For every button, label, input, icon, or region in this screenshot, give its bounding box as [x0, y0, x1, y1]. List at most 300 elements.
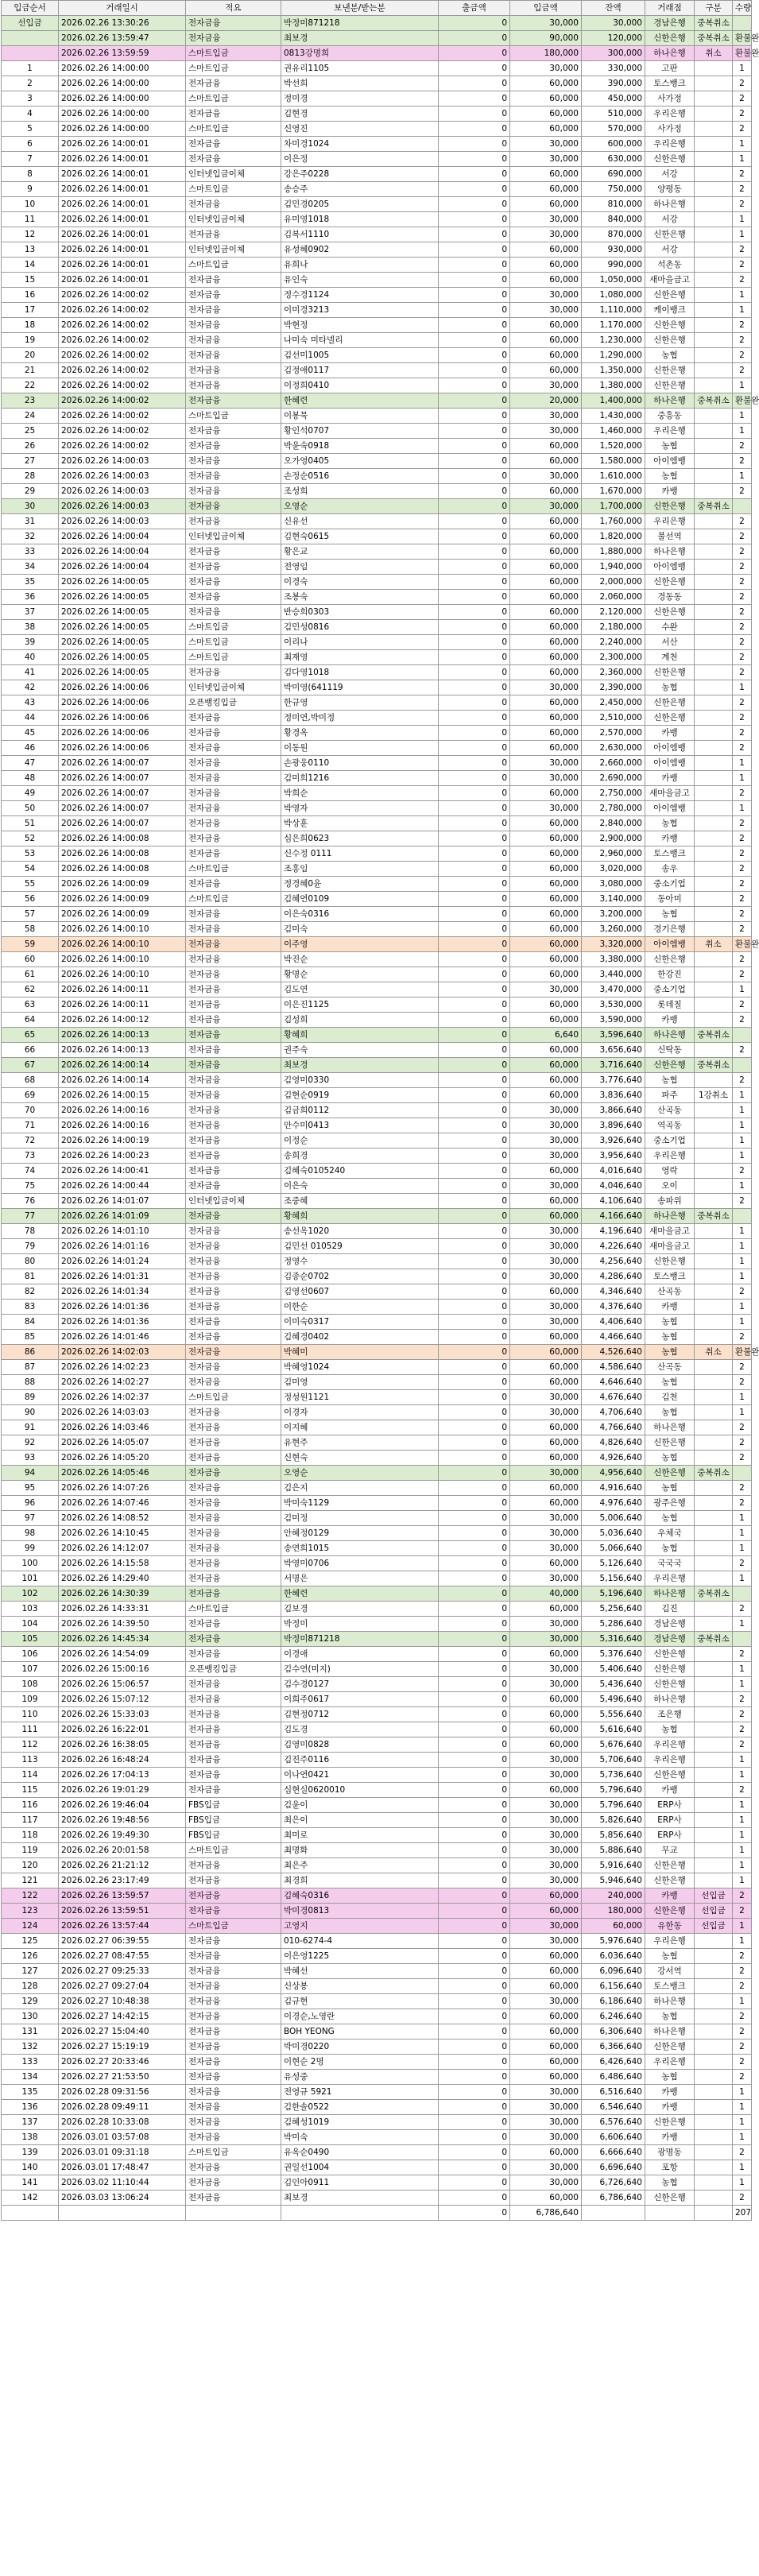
table-row — [2, 786, 752, 801]
table-row — [2, 1360, 752, 1375]
row-description: 전자금융 — [186, 846, 281, 862]
row-deposit: 30,000 — [510, 1662, 582, 1677]
row-withdrawal: 0 — [439, 2070, 510, 2085]
row-description: 인터넷입금이체 — [186, 242, 281, 258]
row-quantity — [733, 16, 752, 31]
row-datetime: 2026.02.26 14:02:27 — [59, 1375, 186, 1390]
row-index — [2, 46, 59, 61]
row-category — [695, 1873, 733, 1888]
row-index: 112 — [2, 1737, 59, 1753]
row-branch: 서강 — [645, 242, 695, 258]
row-counterparty: 김인아0911 — [281, 2175, 439, 2191]
row-description: 전자금융 — [186, 333, 281, 348]
row-quantity: 1 — [733, 1617, 752, 1632]
table-row — [2, 1858, 752, 1873]
row-index: 42 — [2, 680, 59, 695]
row-category — [695, 1133, 733, 1149]
row-deposit: 60,000 — [510, 1043, 582, 1058]
row-category — [695, 1526, 733, 1541]
row-quantity: 2 — [733, 242, 752, 258]
row-branch: 토스뱅크 — [645, 1269, 695, 1284]
row-counterparty: 김규현 — [281, 1994, 439, 2009]
row-description: 전자금융 — [186, 1586, 281, 1602]
row-withdrawal: 0 — [439, 303, 510, 318]
row-balance: 2,660,000 — [582, 756, 645, 771]
row-datetime: 2026.02.26 14:05:20 — [59, 1451, 186, 1466]
row-index: 80 — [2, 1254, 59, 1269]
row-quantity: 2 — [733, 348, 752, 363]
row-index: 39 — [2, 635, 59, 650]
row-description: 전자금융 — [186, 1375, 281, 1390]
table-row — [2, 31, 752, 46]
row-datetime: 2026.02.26 19:01:29 — [59, 1783, 186, 1798]
row-withdrawal: 0 — [439, 1345, 510, 1360]
row-branch: 신한은행 — [645, 695, 695, 711]
row-deposit: 60,000 — [510, 605, 582, 620]
row-quantity: 2 — [733, 529, 752, 544]
row-index: 142 — [2, 2191, 59, 2206]
row-category — [695, 288, 733, 303]
row-description: 전자금융 — [186, 711, 281, 726]
row-balance: 5,006,640 — [582, 1511, 645, 1526]
row-deposit: 60,000 — [510, 1013, 582, 1028]
row-counterparty: 박윤숙0918 — [281, 439, 439, 454]
row-withdrawal: 0 — [439, 1526, 510, 1541]
row-datetime: 2026.02.26 14:00:44 — [59, 1179, 186, 1194]
row-index: 122 — [2, 1888, 59, 1904]
row-balance: 6,516,640 — [582, 2085, 645, 2100]
row-withdrawal: 0 — [439, 937, 510, 952]
row-deposit: 30,000 — [510, 499, 582, 514]
row-withdrawal: 0 — [439, 1466, 510, 1481]
table-row — [2, 484, 752, 499]
row-deposit: 60,000 — [510, 846, 582, 862]
table-row — [2, 1194, 752, 1209]
row-deposit: 60,000 — [510, 333, 582, 348]
row-category — [695, 1722, 733, 1737]
row-deposit: 60,000 — [510, 258, 582, 273]
row-quantity: 1 — [733, 1239, 752, 1254]
row-branch: 카뱅 — [645, 831, 695, 846]
row-deposit: 60,000 — [510, 182, 582, 197]
row-withdrawal: 0 — [439, 560, 510, 575]
table-row — [2, 1617, 752, 1632]
table-row — [2, 726, 752, 741]
row-deposit: 30,000 — [510, 801, 582, 816]
table-row — [2, 831, 752, 846]
row-branch: 강서역 — [645, 1964, 695, 1979]
table-row — [2, 1133, 752, 1149]
deposit-ledger-table — [1, 0, 759, 2221]
row-category — [695, 2115, 733, 2130]
row-description: 전자금융 — [186, 2130, 281, 2145]
row-balance: 1,430,000 — [582, 409, 645, 424]
row-description: 전자금융 — [186, 2070, 281, 2085]
row-counterparty: 이미경3213 — [281, 303, 439, 318]
row-category — [695, 560, 733, 575]
row-deposit: 30,000 — [510, 1919, 582, 1934]
row-withdrawal: 0 — [439, 1677, 510, 1692]
row-branch: 신한은행 — [645, 2191, 695, 2206]
table-row — [2, 363, 752, 378]
row-withdrawal: 0 — [439, 31, 510, 46]
row-index: 1 — [2, 61, 59, 76]
row-category — [695, 1662, 733, 1677]
row-category — [695, 680, 733, 695]
row-description: 전자금융 — [186, 2039, 281, 2055]
row-counterparty: 조성희 — [281, 484, 439, 499]
row-category — [695, 1013, 733, 1028]
row-withdrawal: 0 — [439, 424, 510, 439]
row-branch: 오이 — [645, 1179, 695, 1194]
row-withdrawal: 0 — [439, 1390, 510, 1405]
row-branch: 신한은행 — [645, 1768, 695, 1783]
row-category — [695, 182, 733, 197]
row-description: 전자금융 — [186, 288, 281, 303]
row-withdrawal: 0 — [439, 1058, 510, 1073]
header-cell: 출금액 — [439, 1, 510, 16]
table-row — [2, 1118, 752, 1133]
row-counterparty: 정영수 — [281, 1254, 439, 1269]
table-row — [2, 393, 752, 409]
table-row — [2, 1692, 752, 1707]
row-description: 전자금융 — [186, 877, 281, 892]
row-description: 전자금융 — [186, 1722, 281, 1737]
row-datetime: 2026.02.26 21:21:12 — [59, 1858, 186, 1873]
row-balance: 6,246,640 — [582, 2009, 645, 2024]
table-row — [2, 575, 752, 590]
row-index: 21 — [2, 363, 59, 378]
row-balance: 3,440,000 — [582, 967, 645, 982]
row-category: 선입금 — [695, 1919, 733, 1934]
row-withdrawal: 0 — [439, 680, 510, 695]
row-quantity: 2 — [733, 1481, 752, 1496]
table-row — [2, 348, 752, 363]
table-row — [2, 1435, 752, 1451]
row-counterparty: 김정애0117 — [281, 363, 439, 378]
table-row — [2, 560, 752, 575]
row-datetime: 2026.02.26 14:00:06 — [59, 741, 186, 756]
row-withdrawal: 0 — [439, 695, 510, 711]
row-withdrawal: 0 — [439, 1783, 510, 1798]
row-counterparty: 정미경 — [281, 91, 439, 107]
row-withdrawal: 0 — [439, 665, 510, 680]
row-branch: 우리은행 — [645, 1753, 695, 1768]
row-balance: 1,700,000 — [582, 499, 645, 514]
row-quantity: 1 — [733, 1149, 752, 1164]
row-quantity: 2 — [733, 922, 752, 937]
row-withdrawal: 0 — [439, 1360, 510, 1375]
row-datetime: 2026.02.28 10:33:08 — [59, 2115, 186, 2130]
row-datetime: 2026.02.26 14:02:03 — [59, 1345, 186, 1360]
row-index: 87 — [2, 1360, 59, 1375]
row-description: FBS입금 — [186, 1798, 281, 1813]
row-index: 137 — [2, 2115, 59, 2130]
row-index: 101 — [2, 1571, 59, 1586]
row-datetime: 2026.02.28 09:31:56 — [59, 2085, 186, 2100]
row-counterparty: 김수연(미지) — [281, 1662, 439, 1677]
row-deposit: 30,000 — [510, 1768, 582, 1783]
row-category — [695, 741, 733, 756]
row-category: 중복취소 — [695, 1028, 733, 1043]
row-description: 전자금융 — [186, 756, 281, 771]
row-index: 138 — [2, 2130, 59, 2145]
row-description: 전자금융 — [186, 1269, 281, 1284]
row-counterparty: 이은정 — [281, 152, 439, 167]
row-datetime: 2026.02.26 15:06:57 — [59, 1677, 186, 1692]
table-row — [2, 318, 752, 333]
row-description: 전자금융 — [186, 439, 281, 454]
row-counterparty: 이한순 — [281, 1300, 439, 1315]
row-branch: 중소기업 — [645, 877, 695, 892]
row-deposit: 30,000 — [510, 982, 582, 997]
table-row — [2, 137, 752, 152]
row-branch: 농협 — [645, 1073, 695, 1088]
row-index: 116 — [2, 1798, 59, 1813]
row-category — [695, 952, 733, 967]
row-withdrawal: 0 — [439, 1949, 510, 1964]
row-withdrawal: 0 — [439, 258, 510, 273]
row-branch: 경남은행 — [645, 16, 695, 31]
row-balance: 840,000 — [582, 212, 645, 227]
row-quantity: 2 — [733, 575, 752, 590]
row-counterparty: 박미경0813 — [281, 1904, 439, 1919]
row-withdrawal: 0 — [439, 2055, 510, 2070]
row-index: 118 — [2, 1828, 59, 1843]
row-index: 16 — [2, 288, 59, 303]
row-counterparty: 이경숙 — [281, 575, 439, 590]
row-branch: 농협 — [645, 1541, 695, 1556]
row-category — [695, 877, 733, 892]
row-datetime: 2026.02.26 14:00:01 — [59, 182, 186, 197]
row-branch: 동아미 — [645, 892, 695, 907]
row-quantity: 1 — [733, 2100, 752, 2115]
row-datetime: 2026.02.26 14:01:07 — [59, 1194, 186, 1209]
row-balance: 2,360,000 — [582, 665, 645, 680]
row-branch: 조은행 — [645, 1707, 695, 1722]
row-branch: 우리은행 — [645, 1934, 695, 1949]
row-index: 72 — [2, 1133, 59, 1149]
row-category — [695, 1707, 733, 1722]
row-datetime: 2026.02.28 09:49:11 — [59, 2100, 186, 2115]
table-row — [2, 997, 752, 1013]
row-branch: 불선역 — [645, 529, 695, 544]
row-category — [695, 469, 733, 484]
row-category — [695, 635, 733, 650]
row-counterparty: 반승희0303 — [281, 605, 439, 620]
row-counterparty: 최미로 — [281, 1828, 439, 1843]
row-deposit: 30,000 — [510, 1269, 582, 1284]
row-counterparty: 김현숙0615 — [281, 529, 439, 544]
row-balance: 5,066,640 — [582, 1541, 645, 1556]
table-row — [2, 846, 752, 862]
row-counterparty: 조중혜 — [281, 1194, 439, 1209]
row-description: 스마트입금 — [186, 91, 281, 107]
row-deposit: 60,000 — [510, 439, 582, 454]
row-branch: 토스뱅크 — [645, 76, 695, 91]
row-index: 97 — [2, 1511, 59, 1526]
row-description: 인터넷입금이체 — [186, 529, 281, 544]
row-counterparty: 이은진1125 — [281, 997, 439, 1013]
table-row — [2, 1013, 752, 1028]
row-balance: 5,676,640 — [582, 1737, 645, 1753]
row-balance: 1,820,000 — [582, 529, 645, 544]
row-category — [695, 2024, 733, 2039]
row-balance: 5,316,640 — [582, 1632, 645, 1647]
row-quantity: 1 — [733, 1571, 752, 1586]
row-deposit: 60,000 — [510, 1707, 582, 1722]
row-withdrawal: 0 — [439, 1888, 510, 1904]
row-category: 중복취소 — [695, 31, 733, 46]
row-counterparty: 박혜선 — [281, 1964, 439, 1979]
row-deposit: 30,000 — [510, 1753, 582, 1768]
row-index: 74 — [2, 1164, 59, 1179]
table-row — [2, 424, 752, 439]
row-branch: 토스뱅크 — [645, 1979, 695, 1994]
row-quantity: 1 — [733, 1768, 752, 1783]
row-deposit: 30,000 — [510, 1466, 582, 1481]
row-withdrawal: 0 — [439, 1239, 510, 1254]
table-row — [2, 982, 752, 997]
row-datetime: 2026.02.26 14:00:07 — [59, 801, 186, 816]
row-deposit: 30,000 — [510, 1254, 582, 1269]
row-withdrawal: 0 — [439, 152, 510, 167]
row-branch: 신한은행 — [645, 1466, 695, 1481]
row-balance: 3,926,640 — [582, 1133, 645, 1149]
row-balance: 6,606,640 — [582, 2130, 645, 2145]
row-deposit: 60,000 — [510, 1949, 582, 1964]
row-index: 48 — [2, 771, 59, 786]
row-balance: 600,000 — [582, 137, 645, 152]
row-index: 120 — [2, 1858, 59, 1873]
row-branch: 송파위 — [645, 1194, 695, 1209]
row-category — [695, 227, 733, 242]
row-branch: 신한은행 — [645, 575, 695, 590]
row-datetime: 2026.02.26 14:12:07 — [59, 1541, 186, 1556]
row-index: 96 — [2, 1496, 59, 1511]
row-balance: 5,976,640 — [582, 1934, 645, 1949]
row-datetime: 2026.02.26 14:01:09 — [59, 1209, 186, 1224]
row-branch: 농협 — [645, 348, 695, 363]
row-counterparty: 김현정0712 — [281, 1707, 439, 1722]
table-row — [2, 1541, 752, 1556]
table-row — [2, 1783, 752, 1798]
table-row — [2, 695, 752, 711]
row-category — [695, 1451, 733, 1466]
row-deposit: 60,000 — [510, 91, 582, 107]
row-quantity: 2 — [733, 1360, 752, 1375]
row-description: 전자금융 — [186, 590, 281, 605]
row-description: 전자금융 — [186, 1964, 281, 1979]
table-row — [2, 1647, 752, 1662]
row-withdrawal: 0 — [439, 2009, 510, 2024]
row-counterparty: 김혜숙0316 — [281, 1888, 439, 1904]
table-row — [2, 1466, 752, 1481]
row-withdrawal: 0 — [439, 348, 510, 363]
row-quantity: 1 — [733, 1843, 752, 1858]
row-deposit: 30,000 — [510, 1677, 582, 1692]
row-balance: 60,000 — [582, 1919, 645, 1934]
row-branch: 농협 — [645, 1722, 695, 1737]
row-branch: 우리은행 — [645, 1571, 695, 1586]
row-datetime: 2026.02.27 21:53:50 — [59, 2070, 186, 2085]
row-category — [695, 514, 733, 529]
row-quantity: 2 — [733, 2039, 752, 2055]
row-withdrawal: 0 — [439, 333, 510, 348]
row-quantity: 1 — [733, 1858, 752, 1873]
row-branch: 우리은행 — [645, 1149, 695, 1164]
row-withdrawal: 0 — [439, 1013, 510, 1028]
row-balance: 930,000 — [582, 242, 645, 258]
row-branch: 석촌동 — [645, 258, 695, 273]
row-datetime: 2026.02.26 14:00:06 — [59, 726, 186, 741]
row-description: 전자금융 — [186, 1556, 281, 1571]
row-category — [695, 424, 733, 439]
row-datetime: 2026.02.26 14:00:01 — [59, 212, 186, 227]
row-datetime: 2026.02.26 14:00:07 — [59, 816, 186, 831]
table-row — [2, 76, 752, 91]
row-quantity: 2 — [733, 1330, 752, 1345]
row-branch: 신한은행 — [645, 318, 695, 333]
table-row — [2, 605, 752, 620]
row-counterparty: 김보경 — [281, 1602, 439, 1617]
row-quantity: 2 — [733, 1284, 752, 1300]
row-quantity: 2 — [733, 454, 752, 469]
row-balance: 5,856,640 — [582, 1828, 645, 1843]
row-deposit: 30,000 — [510, 1149, 582, 1164]
row-withdrawal: 0 — [439, 922, 510, 937]
row-category — [695, 1496, 733, 1511]
row-balance: 3,836,640 — [582, 1088, 645, 1103]
row-withdrawal: 0 — [439, 1707, 510, 1722]
table-row — [2, 650, 752, 665]
row-withdrawal: 0 — [439, 831, 510, 846]
row-withdrawal: 0 — [439, 1722, 510, 1737]
row-branch: 신한은행 — [645, 152, 695, 167]
row-datetime: 2026.02.26 14:00:01 — [59, 152, 186, 167]
table-row — [2, 122, 752, 137]
row-branch: 카뱅 — [645, 1300, 695, 1315]
row-balance: 6,486,640 — [582, 2070, 645, 2085]
row-withdrawal: 0 — [439, 1435, 510, 1451]
row-index: 14 — [2, 258, 59, 273]
table-row — [2, 1526, 752, 1541]
row-datetime: 2026.03.01 09:31:18 — [59, 2145, 186, 2160]
row-counterparty: 신상봉 — [281, 1979, 439, 1994]
row-quantity: 2 — [733, 1722, 752, 1737]
row-counterparty: 이경자 — [281, 1405, 439, 1420]
row-branch: 신한은행 — [645, 1662, 695, 1677]
row-category: 중복취소 — [695, 393, 733, 409]
row-quantity: 2 — [733, 318, 752, 333]
row-quantity: 환불완 — [733, 31, 752, 46]
row-quantity: 1 — [733, 1179, 752, 1194]
row-deposit: 60,000 — [510, 1284, 582, 1300]
table-row — [2, 1662, 752, 1677]
table-row — [2, 409, 752, 424]
row-category — [695, 1994, 733, 2009]
table-row — [2, 242, 752, 258]
table-row — [2, 1164, 752, 1179]
row-deposit: 30,000 — [510, 1873, 582, 1888]
row-index: 124 — [2, 1919, 59, 1934]
row-deposit: 60,000 — [510, 2009, 582, 2024]
row-category — [695, 1435, 733, 1451]
row-category — [695, 1164, 733, 1179]
row-counterparty: 김금희0112 — [281, 1103, 439, 1118]
row-counterparty: 한혜련 — [281, 1586, 439, 1602]
row-deposit: 30,000 — [510, 2085, 582, 2100]
